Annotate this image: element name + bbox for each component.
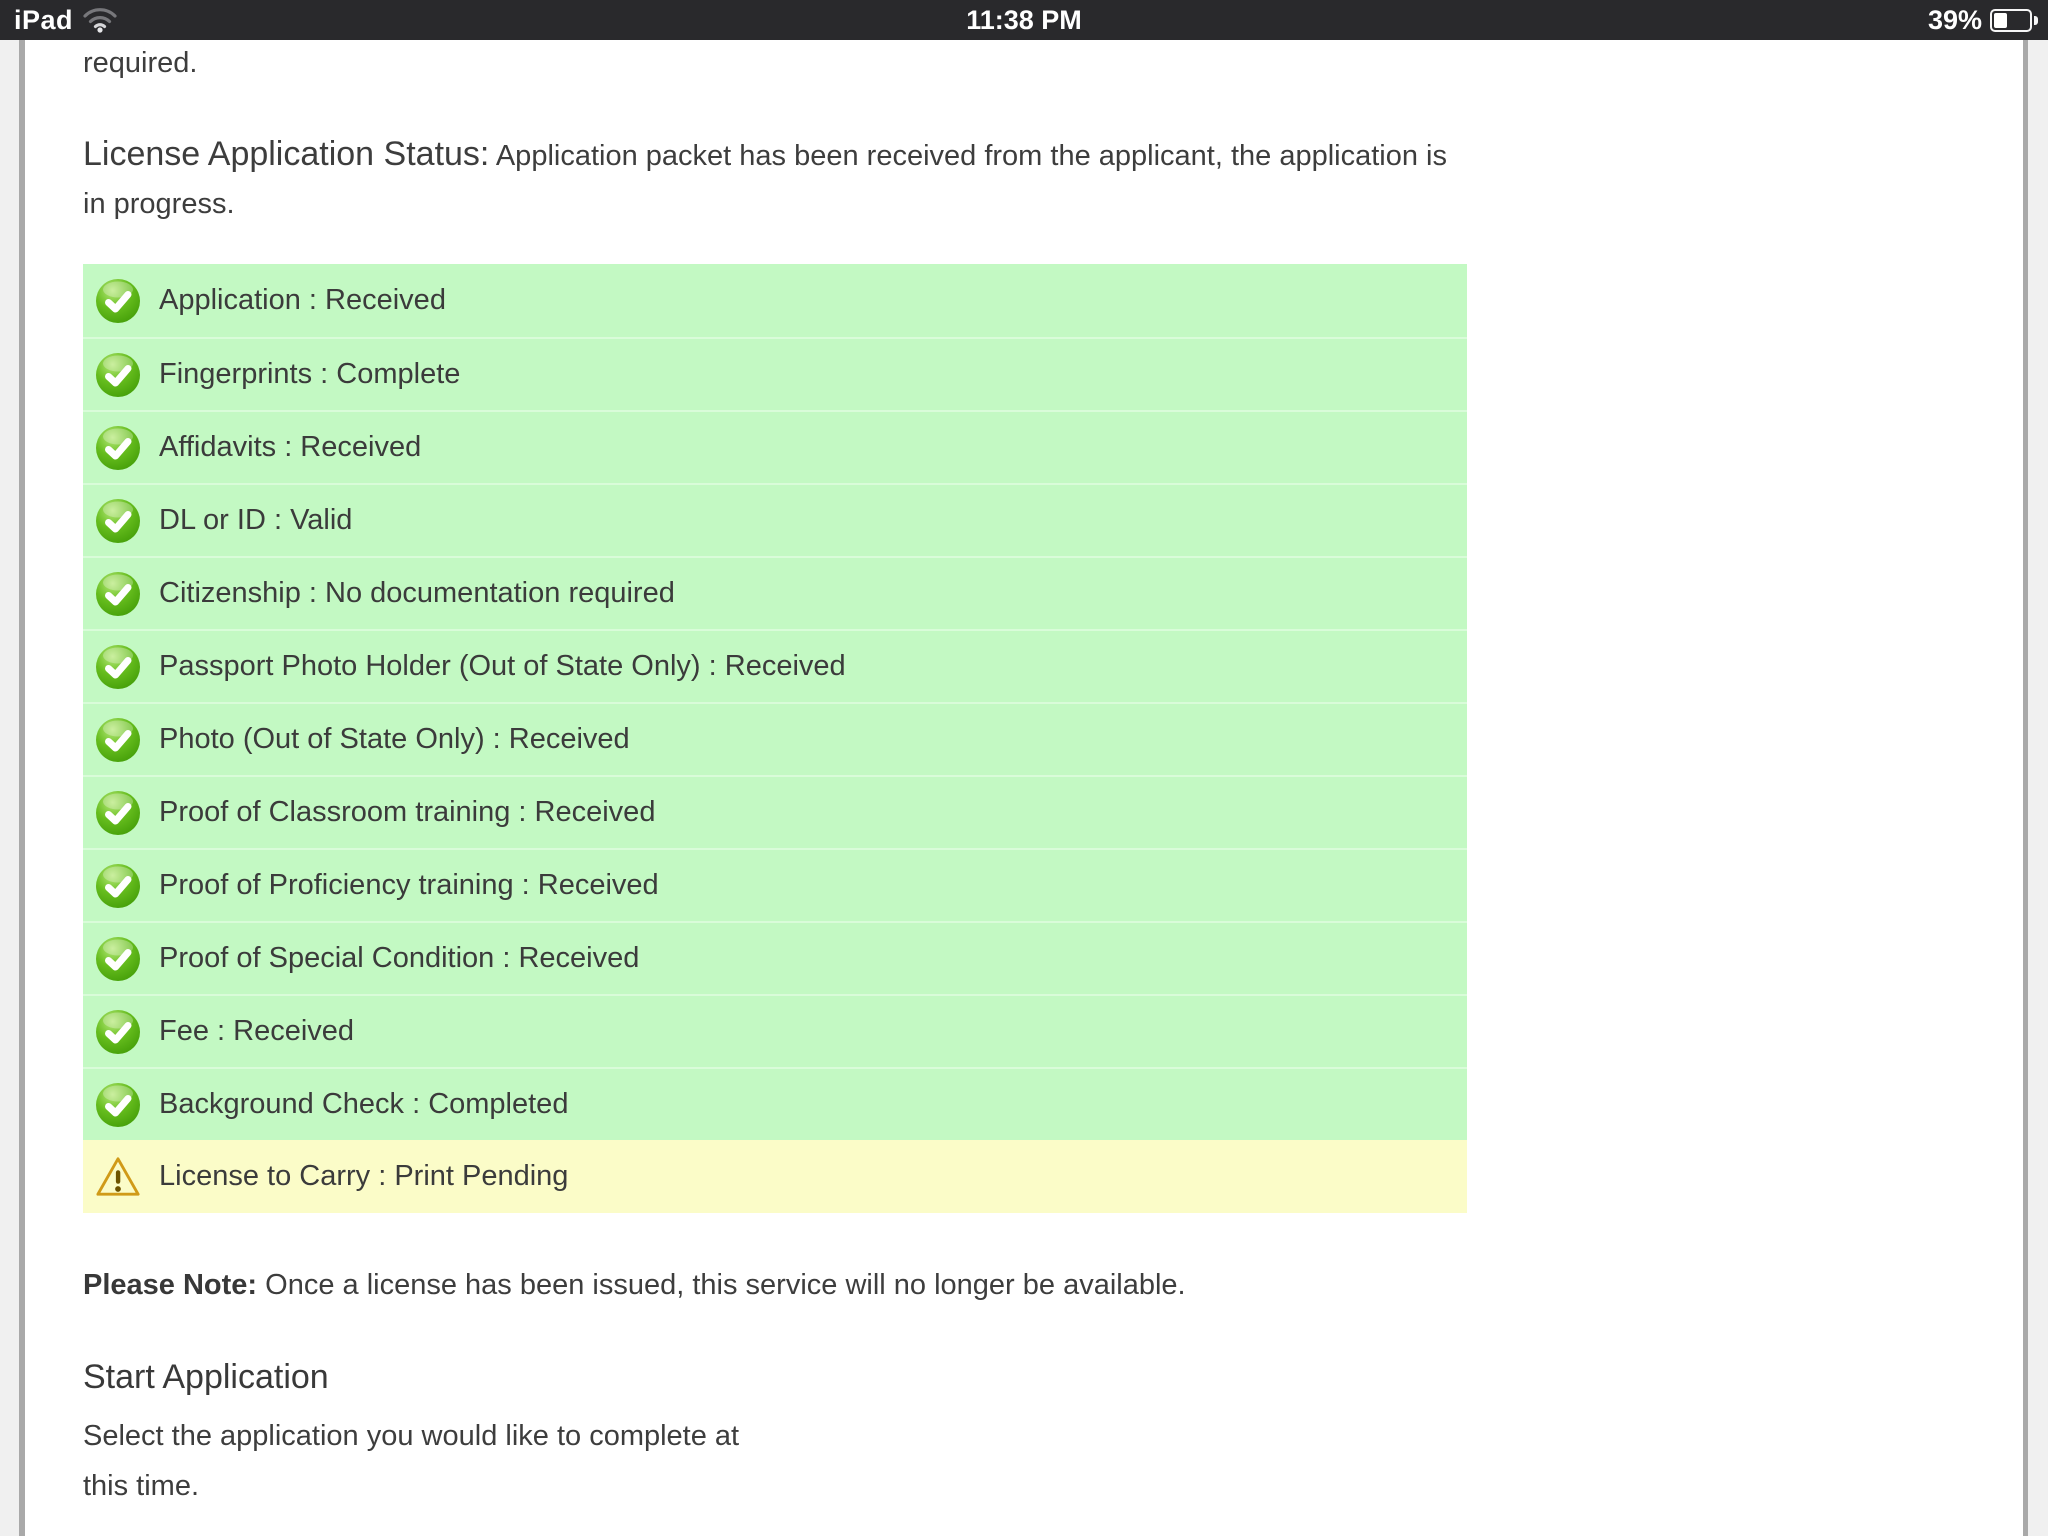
carrier-label: iPad [14, 4, 74, 35]
start-text-line1: Select the application you would like to complete at [83, 1420, 740, 1452]
top-text: required. [83, 47, 198, 79]
row-label: Citizenship : No documentation required [159, 577, 675, 609]
check-icon [95, 863, 141, 909]
row-label: Proof of Proficiency training : Received [159, 869, 659, 901]
row-label: DL or ID : Valid [159, 504, 353, 536]
checklist-row [83, 264, 1467, 337]
clock: 11:38 PM [966, 4, 1082, 35]
note-label: Please Note: [83, 1269, 258, 1301]
heading-description-line2: in progress. [83, 188, 235, 220]
status-bar-right [1928, 0, 2038, 40]
checklist-row [83, 1067, 1467, 1140]
row-label: Affidavits : Received [159, 431, 422, 463]
web-page[interactable] [19, 40, 2028, 1536]
check-icon [95, 644, 141, 690]
checklist-row [83, 994, 1467, 1067]
heading-label: License Application Status: [83, 135, 490, 173]
start-application-title: Start Application [83, 1358, 329, 1396]
check-icon [95, 571, 141, 617]
check-icon [95, 717, 141, 763]
battery-percent: 39% [1927, 4, 1982, 35]
check-icon [95, 936, 141, 982]
checklist-row [83, 483, 1467, 556]
row-label: Photo (Out of State Only) : Received [159, 723, 630, 755]
checklist-row [83, 921, 1467, 994]
checklist-row [83, 1140, 1467, 1213]
warning-icon [95, 1154, 141, 1200]
row-label: Proof of Classroom training : Received [159, 796, 656, 828]
start-application-text [83, 1411, 2023, 1511]
check-icon [95, 498, 141, 544]
check-icon [95, 1009, 141, 1055]
page-content [83, 46, 2023, 1511]
status-bar [0, 0, 2048, 40]
row-label: Fingerprints : Complete [159, 358, 461, 390]
battery-fill [1994, 13, 2007, 28]
checklist-row [83, 629, 1467, 702]
check-icon [95, 425, 141, 471]
check-icon [95, 352, 141, 398]
note-text: Once a license has been issued, this service will no longer be available. [265, 1269, 1186, 1301]
checklist-row [83, 410, 1467, 483]
check-icon [95, 1082, 141, 1128]
row-label: Fee : Received [159, 1015, 355, 1047]
row-label: Application : Received [159, 284, 446, 316]
note [83, 1265, 2023, 1305]
row-label: Proof of Special Condition : Received [159, 942, 640, 974]
license-status-heading [83, 130, 1543, 228]
row-label: Background Check : Completed [159, 1088, 569, 1120]
checklist-row [83, 775, 1467, 848]
row-label: Passport Photo Holder (Out of State Only) : Received [159, 650, 846, 682]
checklist-row [83, 337, 1467, 410]
checklist-row [83, 848, 1467, 921]
check-icon [95, 790, 141, 836]
checklist-row [83, 702, 1467, 775]
heading-description-line1: Application packet has been received from the applicant, the application is [495, 140, 1447, 172]
checklist [83, 264, 1467, 1213]
start-text-line2: this time. [83, 1470, 200, 1502]
check-icon [95, 278, 141, 324]
checklist-row [83, 556, 1467, 629]
battery-icon [1990, 9, 2038, 32]
row-label: License to Carry : Print Pending [159, 1160, 569, 1192]
